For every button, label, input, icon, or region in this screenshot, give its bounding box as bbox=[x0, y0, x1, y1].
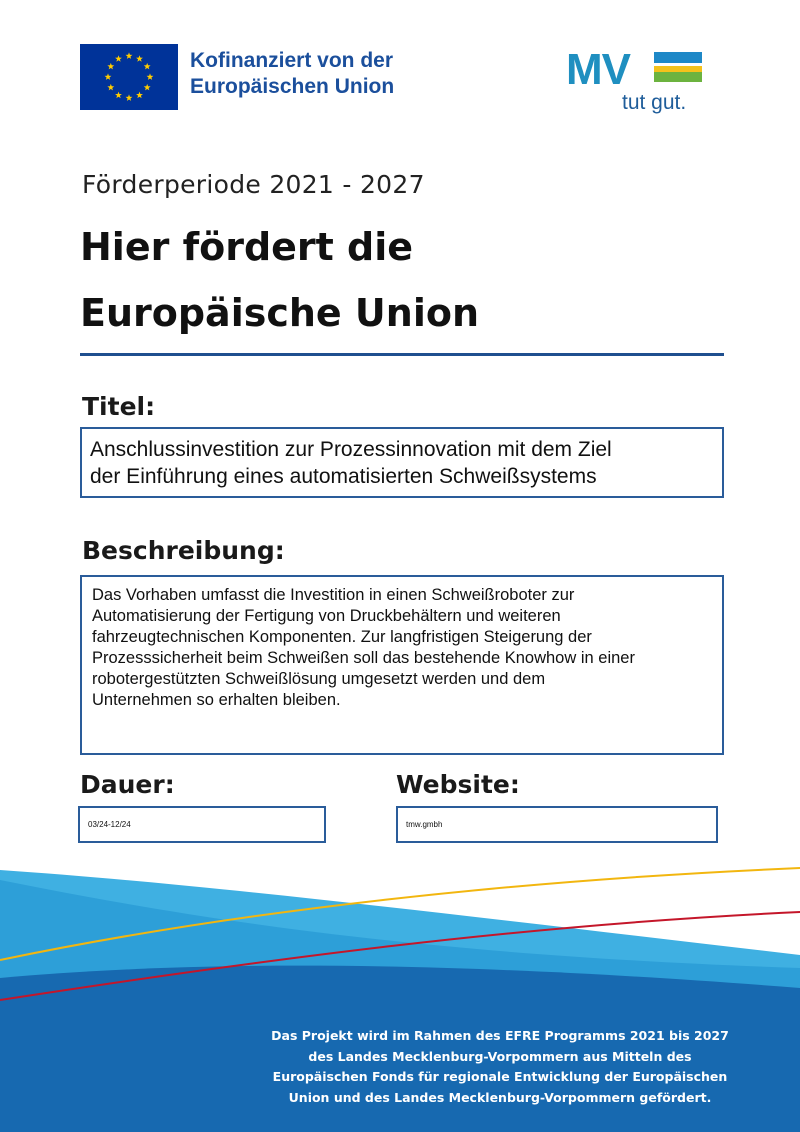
title-text bbox=[90, 436, 714, 490]
headline-line-1: Hier fördert die bbox=[80, 225, 414, 269]
description-line-1: Das Vorhaben umfasst die Investition in einen Schweißroboter zur bbox=[92, 586, 575, 604]
headline bbox=[80, 214, 479, 346]
description-label: Beschreibung: bbox=[82, 536, 285, 565]
footer-funding-text bbox=[262, 1026, 738, 1108]
eu-text-line-1: Kofinanziert von der bbox=[190, 49, 394, 72]
duration-label: Dauer: bbox=[80, 770, 175, 799]
description-line-6: Unternehmen so erhalten bleiben. bbox=[92, 691, 341, 709]
description-line-2: Automatisierung der Fertigung von Druckbehältern und weiteren bbox=[92, 607, 561, 625]
description-line-3: fahrzeugtechnischen Komponenten. Zur langfristigen Steigerung der bbox=[92, 628, 592, 646]
title-line-1: Anschlussinvestition zur Prozessinnovation mit dem Ziel bbox=[90, 438, 612, 461]
eu-flag-icon bbox=[80, 44, 178, 110]
title-label: Titel: bbox=[82, 392, 156, 421]
eu-cofunding-block bbox=[80, 44, 420, 112]
mv-tut-gut-logo bbox=[566, 44, 706, 116]
footer-line-2: des Landes Mecklenburg-Vorpommern aus Mitteln des bbox=[308, 1048, 692, 1064]
description-box bbox=[80, 575, 724, 755]
footer-line-1: Das Projekt wird im Rahmen des EFRE Programms 2021 bis 2027 bbox=[271, 1028, 729, 1043]
website-value: tmw.gmbh bbox=[406, 820, 443, 829]
duration-box bbox=[78, 806, 326, 843]
website-label: Website: bbox=[396, 770, 520, 799]
description-line-5: robotergestützten Schweißlösung umgesetzt werden und dem bbox=[92, 670, 546, 688]
footer-line-3: Europäischen Fonds für regionale Entwicklung der Europäischen bbox=[272, 1069, 728, 1084]
mv-landscape-icon bbox=[654, 52, 702, 82]
mv-slogan-text: tut gut. bbox=[622, 91, 687, 114]
website-box bbox=[396, 806, 718, 843]
funding-period: Förderperiode 2021 - 2027 bbox=[82, 170, 425, 199]
duration-value: 03/24-12/24 bbox=[88, 820, 131, 829]
description-text bbox=[92, 585, 712, 711]
eu-text-line-2: Europäischen Union bbox=[190, 75, 395, 98]
mv-brand-text: MV bbox=[566, 45, 630, 94]
headline-line-2: Europäische Union bbox=[80, 291, 480, 335]
footer-line-4: Union und des Landes Mecklenburg-Vorpommern gefördert. bbox=[288, 1089, 712, 1105]
title-box bbox=[80, 427, 724, 498]
divider-line bbox=[80, 353, 724, 356]
eu-cofunding-text bbox=[190, 48, 394, 100]
description-line-4: Prozesssicherheit beim Schweißen soll das bestehende Knowhow in einer bbox=[92, 649, 635, 667]
title-line-2: der Einführung eines automatisierten Schweißsystems bbox=[90, 465, 597, 488]
